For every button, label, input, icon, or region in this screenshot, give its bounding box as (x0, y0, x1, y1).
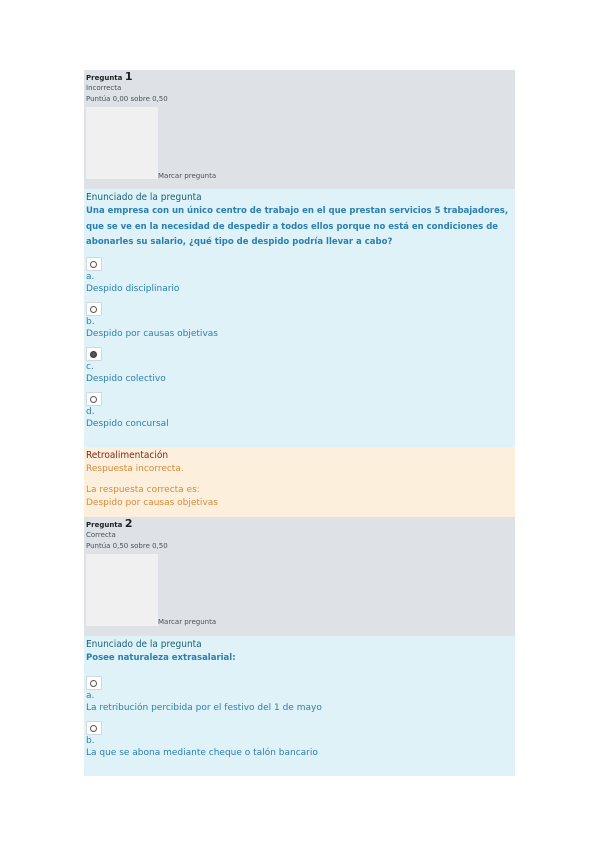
feedback-correct-intro: La respuesta correcta es: (86, 485, 200, 495)
question-2-info (84, 517, 515, 636)
question-2-content (84, 636, 515, 776)
question-2-option-b[interactable] (86, 721, 513, 760)
question-1-state: Incorrecta (86, 84, 122, 92)
quiz-attempt-review (84, 70, 515, 776)
question-2-option-a[interactable] (86, 676, 513, 715)
option-label[interactable]: Despido por causas objetivas (86, 328, 218, 339)
question-2-form-heading: Enunciado de la pregunta (86, 639, 202, 650)
question-1-flag-icon[interactable] (86, 107, 158, 179)
option-letter: b. (86, 735, 95, 746)
question-1-grade: Puntúa 0,00 sobre 0,50 (86, 95, 168, 103)
question-1-option-d[interactable] (86, 392, 513, 431)
question-2-text: Posee naturaleza extrasalarial: (86, 653, 236, 663)
question-2-state: Correcta (86, 531, 116, 539)
option-letter: c. (86, 361, 94, 372)
radio-button[interactable] (86, 257, 102, 271)
option-label[interactable]: La que se abona mediante cheque o talón bancario (86, 747, 318, 758)
question-2-flag-button[interactable]: Marcar pregunta (158, 618, 217, 626)
option-label[interactable]: Despido disciplinario (86, 283, 180, 294)
radio-button-selected[interactable] (86, 347, 102, 361)
radio-button[interactable] (86, 302, 102, 316)
option-label[interactable]: La retribución percibida por el festivo del 1 de mayo (86, 702, 322, 713)
question-1-number: Pregunta 1 (86, 70, 133, 83)
radio-button[interactable] (86, 721, 102, 735)
question-2-flag-icon[interactable] (86, 554, 158, 626)
question-1-option-a[interactable] (86, 257, 513, 296)
question-1-content (84, 189, 515, 447)
question-1-feedback (84, 447, 515, 517)
question-2-grade: Puntúa 0,50 sobre 0,50 (86, 542, 168, 550)
feedback-heading: Retroalimentación (86, 450, 169, 461)
option-letter: a. (86, 271, 95, 282)
feedback-result: Respuesta incorrecta. (86, 464, 184, 474)
question-1-option-b[interactable] (86, 302, 513, 341)
feedback-correct-answer: Despido por causas objetivas (86, 498, 218, 508)
question-1-option-c[interactable] (86, 347, 513, 386)
option-letter: a. (86, 690, 95, 701)
question-1-flag-button[interactable]: Marcar pregunta (158, 172, 217, 180)
option-label[interactable]: Despido colectivo (86, 373, 166, 384)
option-letter: b. (86, 316, 95, 327)
question-1-text: Una empresa con un único centro de trabajo en el que prestan servicios 5 trabajadores, que se ve en la necesidad de despedir a todos ellos porque no está en condiciones de abonarles su salario, ¿qué tipo de despido podría llevar a cabo? (86, 206, 509, 247)
option-letter: d. (86, 406, 95, 417)
question-1-form-heading: Enunciado de la pregunta (86, 192, 202, 203)
option-label[interactable]: Despido concursal (86, 418, 169, 429)
question-1-info (84, 70, 515, 189)
question-2-number: Pregunta 2 (86, 517, 133, 530)
radio-button[interactable] (86, 392, 102, 406)
radio-button[interactable] (86, 676, 102, 690)
